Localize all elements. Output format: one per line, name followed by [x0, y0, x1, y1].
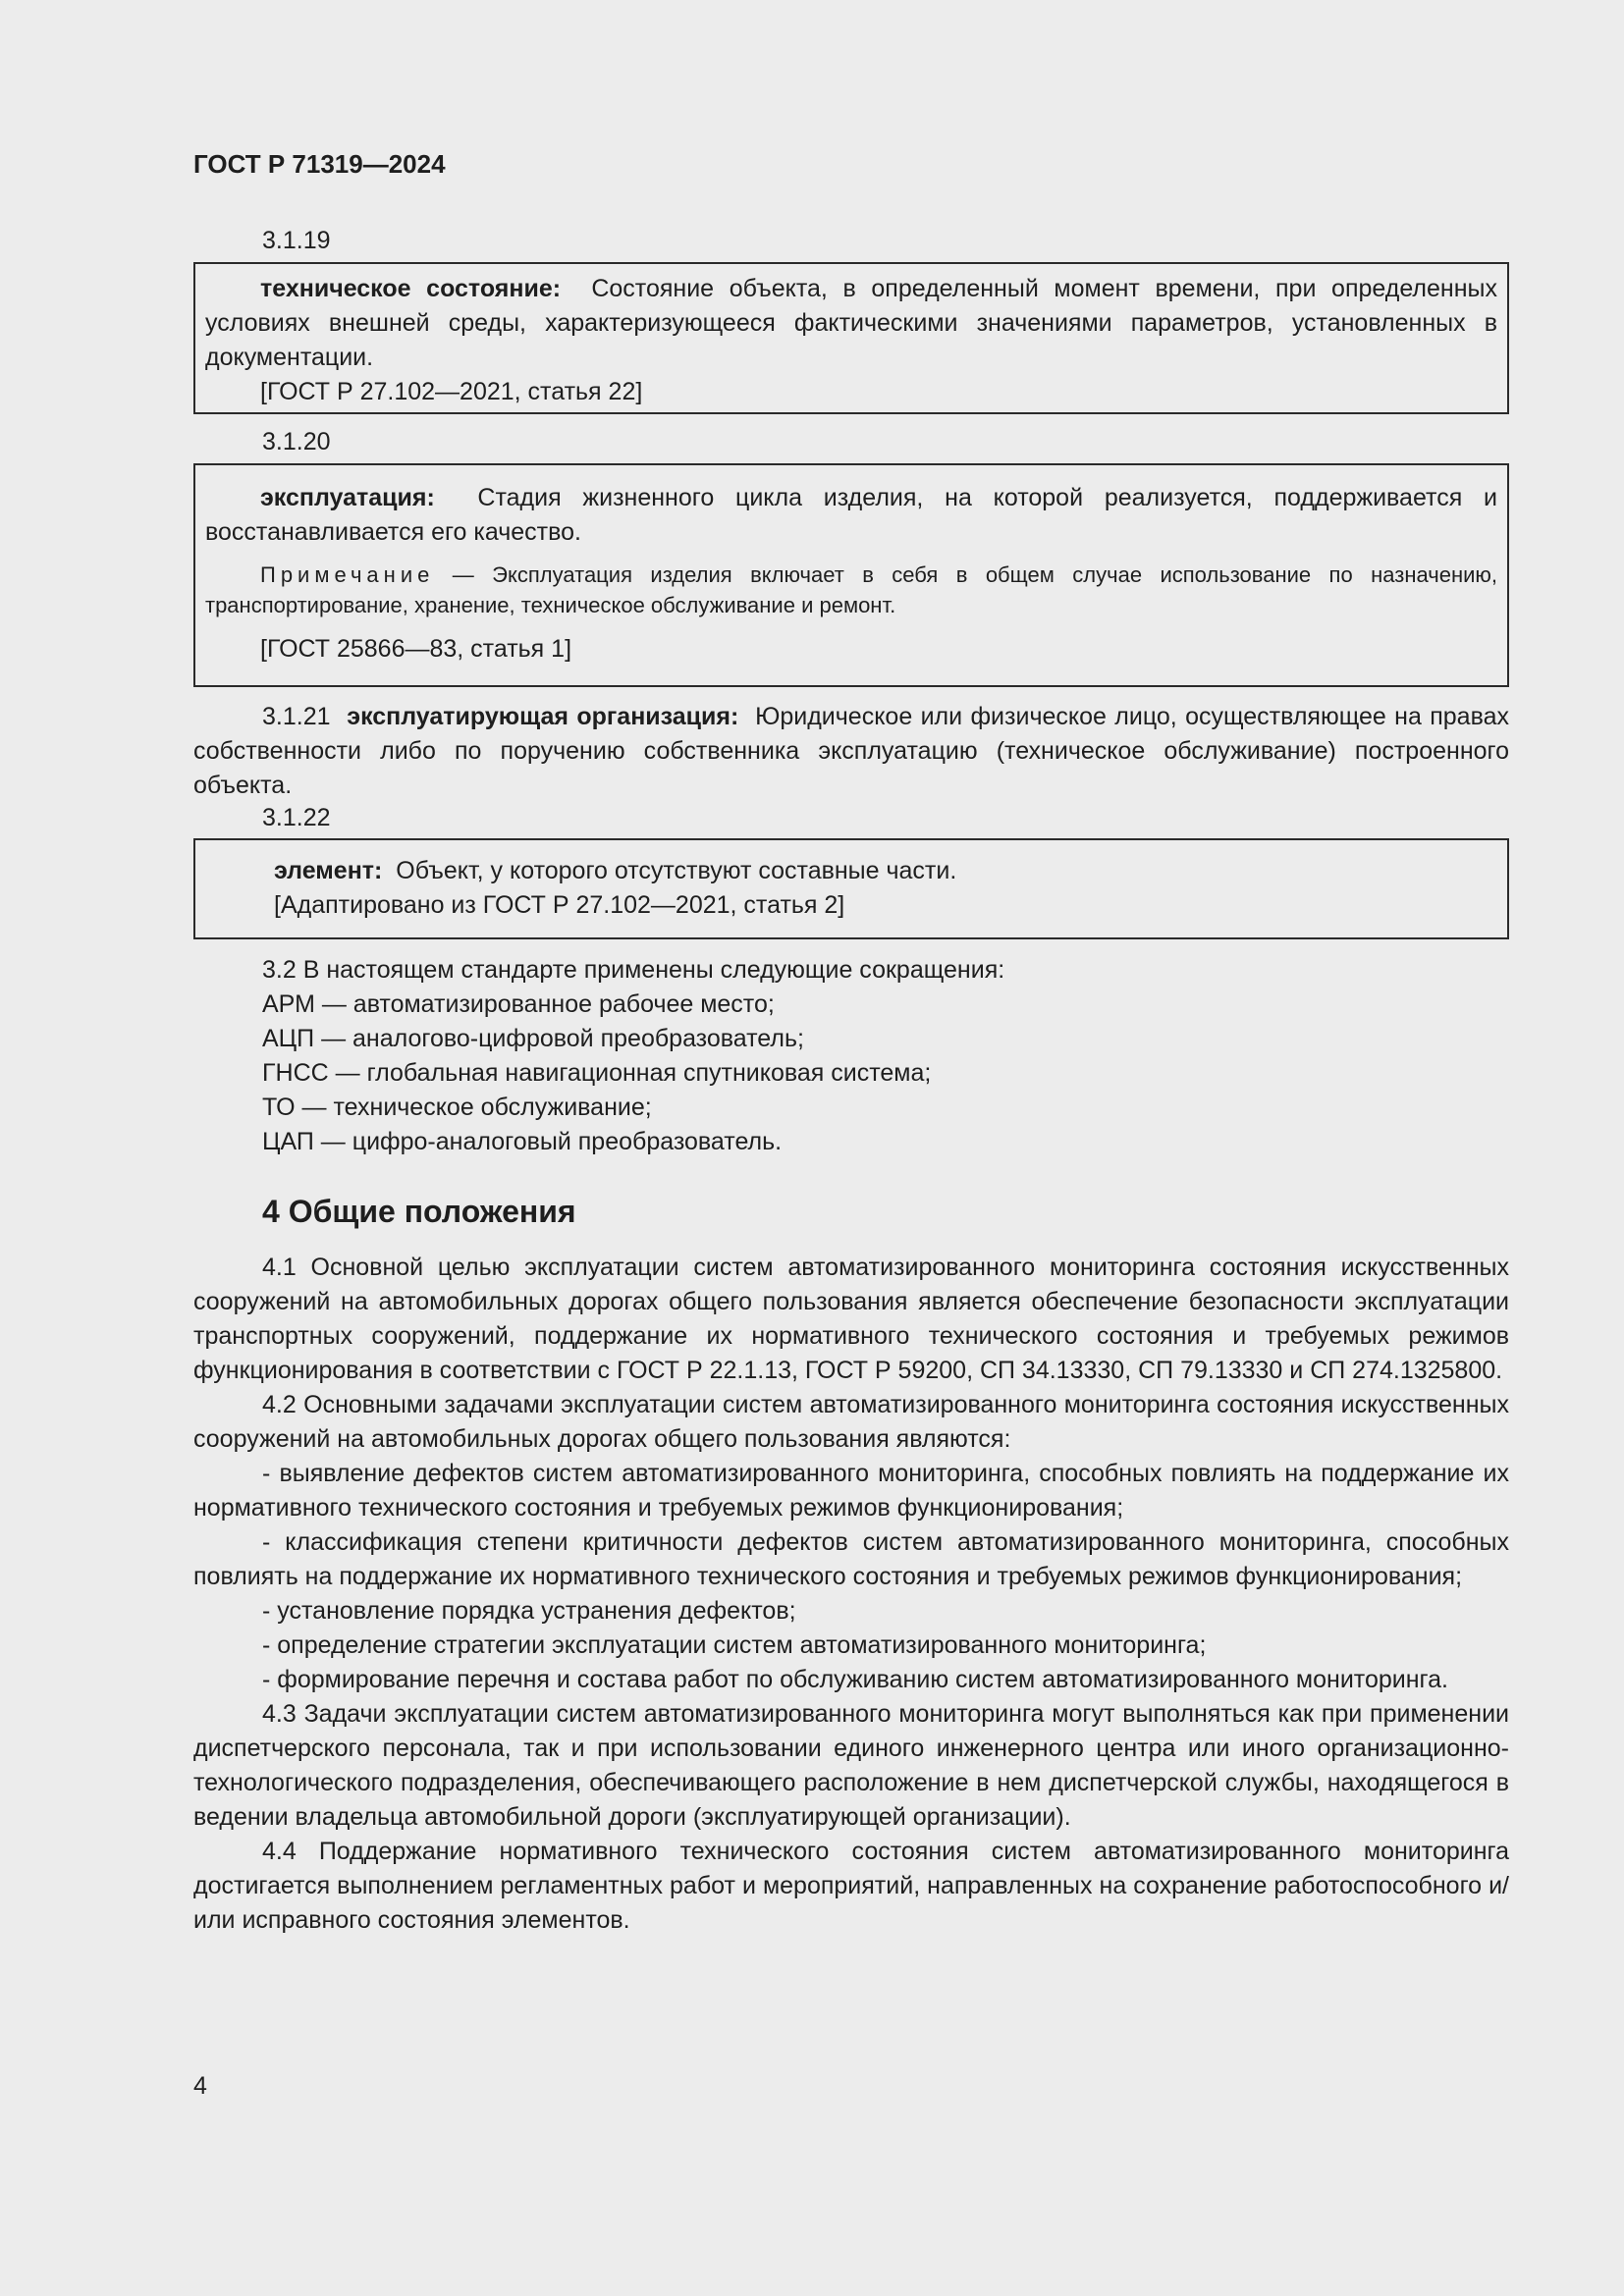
term-operating-organization [193, 700, 1509, 803]
abbreviations-intro: 3.2 В настоящем стандарте применены следующие сокращения: [262, 956, 1005, 984]
term-text: Объект, у которого отсутствуют составные части. [396, 857, 957, 884]
page-number: 4 [193, 2072, 207, 2100]
abbreviation-item: АРМ — автоматизированное рабочее место; [262, 990, 775, 1018]
task-item: - определение стратегии эксплуатации систем автоматизированного мониторинга; [262, 1631, 1207, 1659]
abbreviation-item: ГНСС — глобальная навигационная спутниковая система; [262, 1059, 932, 1087]
term-definition [274, 854, 1497, 888]
term-number: 3.1.20 [262, 428, 331, 455]
section-4 [193, 1176, 1509, 1938]
term-number: 3.1.21 [262, 703, 331, 730]
term-box-element [193, 838, 1509, 939]
section-heading: 4 Общие положения [262, 1194, 576, 1229]
task-item: - установление порядка устранения дефектов; [262, 1597, 796, 1625]
term-source: [Адаптировано из ГОСТ Р 27.102—2021, статья 2] [274, 891, 845, 919]
abbreviations-block [193, 953, 1509, 1159]
term-definition [205, 272, 1497, 375]
task-item: - выявление дефектов систем автоматизированного мониторинга, способных повлиять на поддержание их нормативного технического состояния и требуемых режимов функционирования; [193, 1460, 1509, 1522]
term-text: Состояние объекта, в определенный момент времени, при определенных условиях внешней среды, характеризующееся фактическими значениями параметров, установленных в документации. [205, 275, 1497, 371]
term-note [205, 560, 1497, 620]
term-name: эксплуатация: [260, 484, 435, 511]
term-source: [ГОСТ Р 27.102—2021, статья 22] [260, 378, 643, 405]
paragraph-4-4: 4.4 Поддержание нормативного технического состояния систем автоматизированного мониторинга достигается выполнением регламентных работ и мероприятий, направленных на сохранение работоспособного и/или исправного состояния элементов. [193, 1838, 1509, 1934]
term-box-exploitation [193, 463, 1509, 687]
abbreviation-item: ТО — техническое обслуживание; [262, 1094, 652, 1121]
note-text: — Эксплуатация изделия включает в себя в общем случае использование по назначению, транспортирование, хранение, техническое обслуживание и ремонт. [205, 562, 1497, 617]
term-number: 3.1.22 [262, 804, 331, 831]
abbreviation-item: ЦАП — цифро-аналоговый преобразователь. [262, 1128, 783, 1155]
paragraph-4-2: 4.2 Основными задачами эксплуатации систем автоматизированного мониторинга состояния искусственных сооружений на автомобильных дорогах общего пользования являются: [193, 1391, 1509, 1453]
term-name: эксплуатирующая организация: [347, 703, 739, 730]
task-item: - классификация степени критичности дефектов систем автоматизированного мониторинга, способных повлиять на поддержание их нормативного технического состояния и требуемых режимов функционирования; [193, 1528, 1509, 1590]
term-definition [205, 481, 1497, 550]
term-number: 3.1.19 [262, 227, 331, 254]
task-item: - формирование перечня и состава работ по обслуживанию систем автоматизированного мониторинга. [262, 1666, 1448, 1693]
paragraph-4-1: 4.1 Основной целью эксплуатации систем автоматизированного мониторинга состояния искусственных сооружений на автомобильных дорогах общего пользования является обеспечение безопасности эксплуатации транспортных сооружений, поддержание их нормативного технического состояния и требуемых режимов функционирования в соответствии с ГОСТ Р 22.1.13, ГОСТ Р 59200, СП 34.13330, СП 79.13330 и СП 274.1325800. [193, 1254, 1509, 1384]
document-header: ГОСТ Р 71319—2024 [193, 149, 446, 179]
abbreviation-item: АЦП — аналогово-цифровой преобразователь; [262, 1025, 804, 1052]
term-name: техническое состояние: [260, 275, 562, 302]
term-text: Юридическое или физическое лицо, осуществляющее на правах собственности либо по поручению собственника эксплуатацию (техническое обслуживание) построенного объекта. [193, 703, 1509, 799]
term-name: элемент: [274, 857, 383, 884]
term-text: Стадия жизненного цикла изделия, на которой реализуется, поддерживается и восстанавливается его качество. [205, 484, 1497, 546]
term-box-technical-state [193, 262, 1509, 414]
note-label: Примечание [260, 562, 435, 587]
term-source: [ГОСТ 25866—83, статья 1] [260, 635, 572, 663]
paragraph-4-3: 4.3 Задачи эксплуатации систем автоматизированного мониторинга могут выполняться как при применении диспетчерского персонала, так и при использовании единого инженерного центра или иного организационно-технологического подразделения, обеспечивающего расположение в нем диспетчерской службы, находящегося в ведении владельца автомобильной дороги (эксплуатирующей организации). [193, 1700, 1509, 1831]
